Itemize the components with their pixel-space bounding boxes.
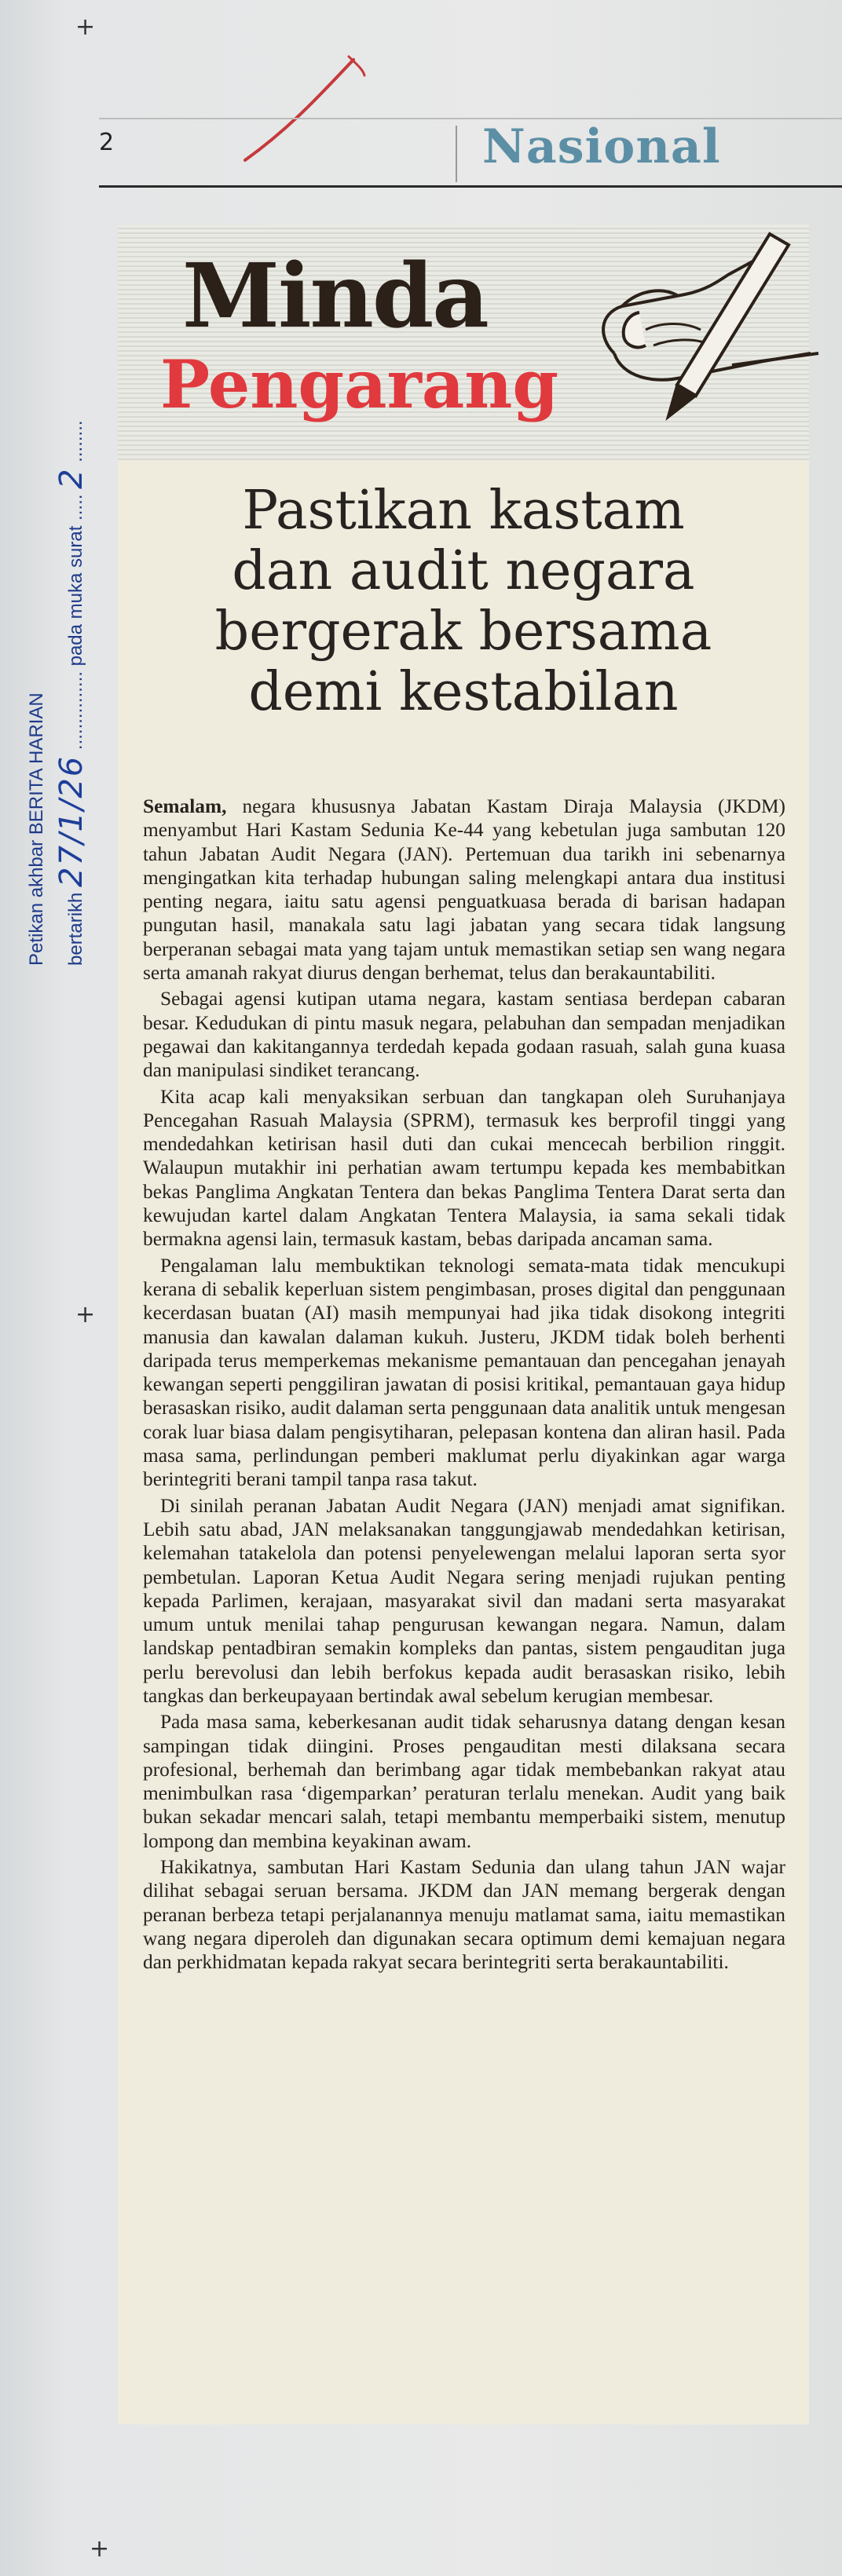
stamp-date-value: 27/1/26 bbox=[53, 755, 90, 887]
stamp-date-label: bertarikh bbox=[65, 892, 86, 966]
crop-mark: + bbox=[90, 2535, 110, 2563]
header-rule bbox=[99, 118, 842, 119]
article-paragraph: Sebagai agensi kutipan utama negara, kastam sentiasa berdepan cabaran besar. Kedudukan di pintu masuk negara, pelabuhan dan sempadan menjadikan pegawai dan kakitangannya terdedah kepada godaan rasuah, salah guna kuasa dan manipulasi sindiket terancang. bbox=[143, 988, 785, 1082]
article-paragraph: Pada masa sama, keberkesanan audit tidak seharusnya datang dengan kesan sampingan tidak diingini. Proses pengauditan mesti dilaksana secara profesional, berhemah dan berimbang agar tidak membebankan rakyat atau menimbulkan rasa ‘digemparkan’ peraturan terlalu menekan. Audit yang baik bukan sekadar mencari salah, tetapi membantu memperbaiki sistem, menutup lompong dan membina keyakinan awam. bbox=[143, 1711, 785, 1852]
article-paragraph: Pengalaman lalu membuktikan teknologi semata-mata tidak mencukupi kerana di sebalik keperluan sistem pengimbasan, proses digital dan penggunaan kecerdasan buatan (AI) masih mempunyai had jika tidak disokong integriti manusia dan kawalan dalaman kukuh. Justeru, JKDM tidak boleh berhenti daripada terus memperkemas mekanisme pemantauan dan pencegahan jenayah kewangan seperti penggiliran jawatan di posisi kritikal, pemantauan gaya hidup berasaskan risiko, audit dalaman serta penggunaan data analitik untuk mengesan corak luar biasa dalam pengisytiharan, pelepasan kontena dan aliran hasil. Pada masa sama, perlindungan pemberi maklumat perlu diyakinkan agar warga berintegriti berani tampil tanpa rasa takut. bbox=[143, 1254, 785, 1491]
section-title: Nasional bbox=[482, 119, 721, 174]
registration-mark: + bbox=[75, 1301, 96, 1328]
clipping-stamp: Petikan akhbar BERITA HARIAN bertarikh 27/1/26 ............... pada muka surat ..... 2 ........ bbox=[26, 420, 90, 966]
article-paragraph: Hakikatnya, sambutan Hari Kastam Sedunia dan ulang tahun JAN wajar dilihat sebagai seruan bersama. JKDM dan JAN memang bergerak dengan peranan berbeza tetapi perjalanannya menuju matlamat sama, iaitu memastikan wang negara diperoleh dan digunakan secara optimum demi kemajuan negara dan perkhidmatan kepada rakyat secara berintegriti serta berakauntabiliti. bbox=[143, 1856, 785, 1974]
stamp-page-value: 2 bbox=[53, 467, 90, 489]
stamp-source-label: Petikan akhbar BERITA HARIAN bbox=[26, 692, 47, 966]
header-divider bbox=[456, 126, 457, 182]
headline-line: Pastikan kastam bbox=[242, 480, 685, 542]
hand-writing-pen-icon bbox=[567, 220, 826, 455]
stamp-page-label: pada muka surat bbox=[65, 525, 86, 667]
column-title: Minda bbox=[182, 245, 488, 348]
headline-line: demi kestabilan bbox=[248, 661, 679, 723]
article-headline bbox=[118, 480, 809, 722]
crop-mark: + bbox=[75, 13, 96, 41]
page-number: 2 bbox=[99, 129, 115, 156]
article-paragraph: Kita acap kali menyaksikan serbuan dan tangkapan oleh Suruhanjaya Pencegahan Rasuah Malaysia (SPRM), termasuk kes berprofil tinggi yang mendedahkan ketirisan hasil duti dan cukai mencecah berbilion ringgit. Walaupun mutakhir ini perhatian awam tertumpu kepada kes membabitkan bekas Panglima Angkatan Tentera dan bekas Panglima Tentera Darat serta dan kewujudan kartel dalam Angkatan Tentera Malaysia, ia sama sekali tidak bermakna agensi lain, termasuk kastam, bebas daripada ancaman sama. bbox=[143, 1085, 785, 1251]
handwritten-tick-mark bbox=[229, 52, 371, 170]
header-rule bbox=[99, 185, 842, 188]
article-paragraph: Di sinilah peranan Jabatan Audit Negara (JAN) menjadi amat signifikan. Lebih satu abad, JAN melaksanakan tanggungjawab mendedahkan ketirisan, kelemahan tatakelola dan potensi penyelewengan melalui laporan serta syor pembetulan. Laporan Ketua Audit Negara sering menjadi rujukan penting kepada Parlimen, kerajaan, masyarakat sivil dan madani serta masyarakat umum untuk menilai tahap pengurusan kewangan negara. Namun, dalam landskap pentadbiran semakin kompleks dan pantas, sistem pengauditan juga perlu berevolusi dan lebih berfokus kepada audit berasaskan risiko, lebih tangkas dan berkeupayaan bertindak awal sebelum kerugian membesar. bbox=[143, 1494, 785, 1707]
article-body bbox=[143, 795, 785, 1977]
article-lead: Semalam, bbox=[143, 795, 227, 817]
headline-line: bergerak bersama bbox=[214, 601, 712, 663]
column-subtitle: Pengarang bbox=[160, 345, 559, 423]
headline-line: dan audit negara bbox=[232, 540, 695, 602]
article-paragraph: Semalam, negara khususnya Jabatan Kastam Diraja Malaysia (JKDM) menyambut Hari Kastam Sedunia Ke-44 yang kebetulan juga sambutan 120 tahun Jabatan Audit Negara (JAN). Pertemuan dua tarikh ini sebenarnya mengingatkan kita terhadap hubungan saling melengkapi antara dua institusi penting negara, iaitu satu agensi penguatkuasa berada di barisan hadapan pungutan hasil, manakala satu lagi jabatan yang secara tidak langsung berperanan sebagai mata yang tajam untuk memastikan setiap sen wang negara serta amanah rakyat diurus dengan berhemat, telus dan berakauntabiliti. bbox=[143, 795, 785, 985]
